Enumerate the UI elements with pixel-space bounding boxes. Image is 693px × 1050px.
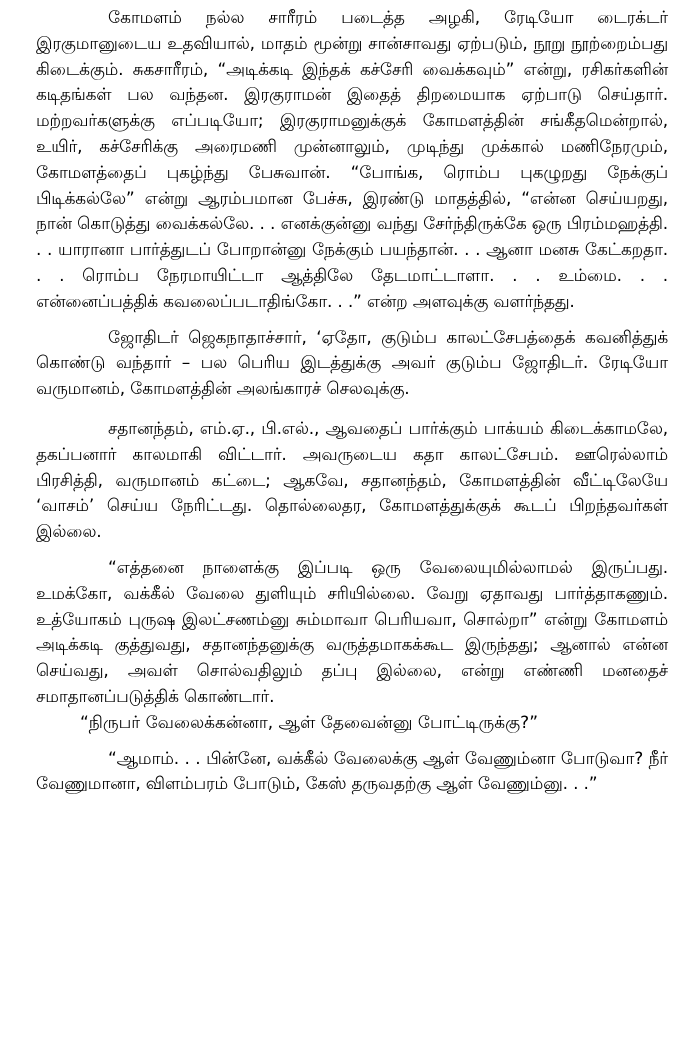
paragraph-astrologer: ஜோதிடர் ஜெகநாதாச்சார், ‘ஏதோ, குடும்ப காலட்சேபத்தைக் கவனித்துக் கொண்டு வந்தார் – பல பெரிய இடத்துக்கு அவர் குடும்ப ஜோதிடர். ரேடியோ வருமானம், கோமளத்தின் அலங்காரச் செலவுக்கு. xyxy=(36,327,668,400)
paragraph-sadanandam: சதானந்தம், எம்.ஏ., பி.எல்., ஆவதைப் பார்க்கும் பாக்யம் கிடைக்காமலே, தகப்பனார் காலமாகி விட்டார். அவருடைய கதா காலட்சேபம். ஊரெல்லாம் பிரசித்தி, வருமானம் கட்டை; ஆகவே, சதானந்தம், கோமளத்தின் வீட்டிலேயே ‘வாசம்’ செய்ய நேரிட்டது. தொல்லைதர, கோமளத்துக்குக் கூடப் பிறந்தவர்கள் இல்லை. xyxy=(36,418,668,543)
dialog-line-advertisement: “ஆமாம். . . பின்னே, வக்கீல் வேலைக்கு ஆள் வேணும்னா போடுவா? நீர் வேணுமானா, விளம்பரம் போடும், கேஸ் தருவதற்கு ஆள் வேணும்னு. . .” xyxy=(36,748,668,795)
document-page xyxy=(36,6,668,798)
dialog-line-reporter: “நிருபர் வேலைக்கன்னா, ஆள் தேவைன்னு போட்டிருக்கு?” xyxy=(80,712,539,733)
paragraph-komalam-radio: கோமளம் நல்ல சாரீரம் படைத்த அழகி, ரேடியோ டைரக்டர் இரகுமானுடைய உதவியால், மாதம் மூன்று சான்சாவது ஏற்படும், நூறு நூற்றைம்பது கிடைக்கும். சுகசாரீரம், “அடிக்கடி இந்தக் கச்சேரி வைக்கவும்” என்று, ரசிகர்களின் கடிதங்கள் பல வந்தன. இரகுராமன் இதைத் திறமையாக ஏற்பாடு செய்தார். மற்றவர்களுக்கு எப்படியோ; இரகுராமனுக்குக் கோமளத்தின் சங்கீதமென்றால், உயிர், கச்சேரிக்கு அரைமணி முன்னாலும், முடிந்து முக்கால் மணிநேரமும், கோமளத்தைப் புகழ்ந்து பேசுவான். “போங்க, ரொம்ப புகழுறது நேக்குப் பிடிக்கல்லே” என்று ஆரம்பமான பேச்சு, இரண்டு மாதத்தில், “என்ன செய்யறது, நான் கொடுத்து வைக்கல்லே. . . எனக்குன்னு வந்து சேர்ந்திருக்கே ஒரு பிரம்மஹத்தி. . . யாரானா பார்த்துடப் போறான்னு நேக்கும் பயந்தான். . . ஆனா மனசு கேட்கறதா. . . ரொம்ப நேரமாயிட்டா ஆத்திலே தேடமாட்டாளா. . . உம்மை. . . என்னைப்பத்திக் கவலைப்படாதிங்கோ. . .” என்ற அளவுக்கு வளர்ந்தது. xyxy=(36,8,668,312)
paragraph-komalam-complaint: “எத்தனை நாளைக்கு இப்படி ஒரு வேலையுமில்லாமல் இருப்பது. உமக்கோ, வக்கீல் வேலை துளியும் சரியில்லை. வேறு ஏதாவது பார்த்தாகணும். உத்யோகம் புருஷ இலட்சணம்னு சும்மாவா பெரியவா, சொல்றா” என்று கோமளம் அடிக்கடி குத்துவது, சதானந்தனுக்கு வருத்தமாகக்கூட இருந்தது; ஆனால் என்ன செய்வது, அவள் சொல்வதிலும் தப்பு இல்லை, என்று எண்ணி மனதைச் சமாதானப்படுத்திக் கொண்டார். xyxy=(36,557,668,707)
